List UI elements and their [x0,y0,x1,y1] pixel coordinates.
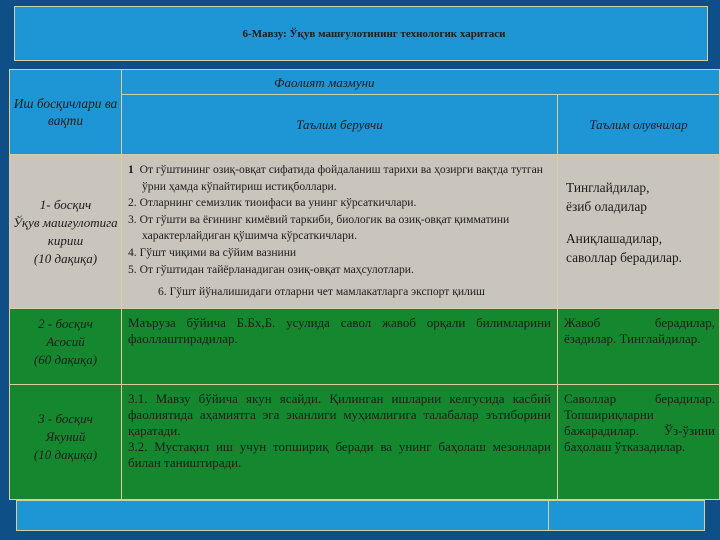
page-title: 6-Мавзу: Ўқув машғулотининг технологик харитаси [242,27,506,40]
header-students-label: Таълим олувчилар [589,116,688,132]
list-item: 4. Гўшт чиқими ва сўйим вазнини [128,245,297,259]
students-line: саволлар берадилар. [566,249,683,265]
stage-3 [9,385,122,500]
stage-3-title: Якуний [45,429,86,444]
header-activity [122,69,720,95]
stage-3-teacher-p1: 3.1. Мавзу бўйича якун ясайди. Қилинган ишларни келгусида касбий фаолиятида аҳамиятга эга эканлиги муҳимлигига талабалар эътиборини қаратади. [128,391,551,438]
table-footer-row [16,500,705,531]
header-activity-label: Фаолият мазмуни [274,75,375,90]
stage-2-name: 2 - босқич [38,316,93,331]
stage-1-time: (10 дақиқа) [33,250,98,266]
students-line: Тинглайдилар, [566,180,650,195]
stage-1 [9,155,122,309]
stage-2-time: (60 дақиқа) [33,352,98,367]
students-line: ёзиб оладилар [566,198,648,214]
header-stages-label: Иш босқичлари ва вақти [13,96,118,128]
stage-2-teacher [122,309,558,385]
stage-1-title: Ўқув машғулотига кириш [13,214,118,248]
stage-3-name: 3 - босқич [38,411,93,426]
list-item: 6. Гўшт йўналишидаги отларни чет мамлакатларга экспорт қилиш [158,285,485,299]
stage-2-title: Асосий [46,334,85,349]
list-item: 5. От гўштидан тайёрланадиган озиқ-овқат маҳсулотлари. [128,262,414,276]
stage-2-students-text: Жавоб берадилар, ёзадилар. Тинглайдилар. [564,315,715,346]
stage-3-students-text: Саволлар берадилар. Топшириқларни бажарадилар. Ўз-ўзини баҳолаш ўтказадилар. [564,391,715,454]
stage-2-teacher-text: Маъруза бўйича Б.Бх,Б. усулида савол жавоб орқали билимларини фаоллаштирадилар. [128,315,551,346]
list-item: 1 От гўштининг озиқ-овқат сифатида фойдаланиш тарихи ва ҳозирги вақтда тутган ўрни ҳамда кўпайтириш истиқболлари. [128,163,543,193]
stage-3-teacher [122,385,558,500]
header-teacher-label: Таълим берувчи [296,116,383,132]
title-bar [14,6,708,61]
stage-1-teacher [122,155,558,309]
stage-1-name: 1- босқич [39,196,92,212]
list-item: 2. Отларнинг семизлик тиоифаси ва унинг кўрсаткичлари. [128,196,417,210]
students-line: Аниқлашадилар, [566,231,663,246]
stage-3-teacher-p2: 3.2. Мустақил иш учун топшириқ беради ва унинг баҳолаш мезонлари билан таништиради. [128,439,551,470]
technology-map-table [9,69,720,500]
stage-2 [9,309,122,385]
stage-1-students [558,155,720,309]
stage-3-students [558,385,720,500]
stage-3-time: (10 дақиқа) [33,447,98,462]
list-item: 3. От гўшти ва ёғининг кимёвий таркиби, биологик ва озиқ-овқат қимматини характерлайдиган қўшимча кўрсаткичлари. [128,212,510,243]
stage-2-students [558,309,720,385]
header-teacher [122,95,558,155]
header-stages [9,69,122,155]
header-students [558,95,720,155]
